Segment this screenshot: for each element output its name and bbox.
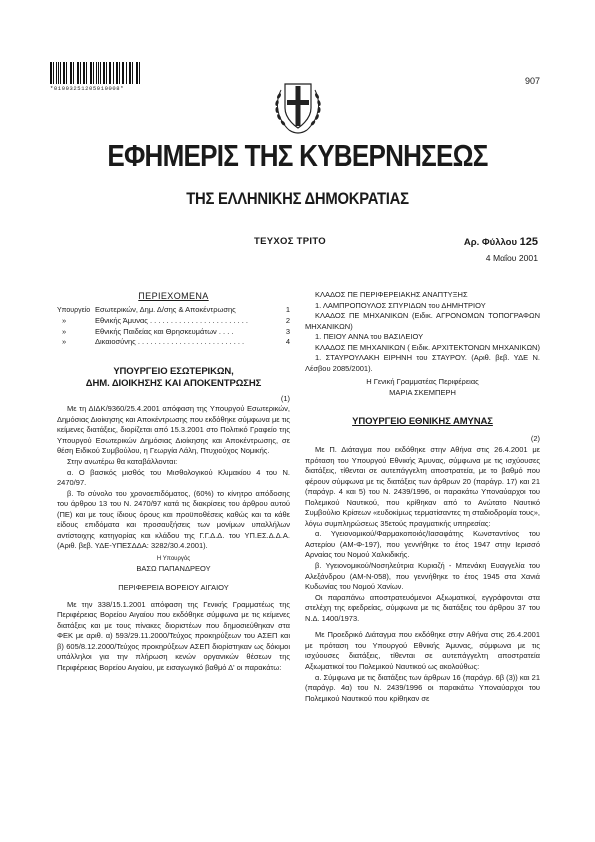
- barcode-text: *01003251205010008*: [50, 85, 125, 92]
- toc-item-name: Εσωτερικών, Δημ. Δ/σης & Αποκέντρωσης: [95, 304, 236, 314]
- greek-coat-of-arms-icon: [271, 72, 325, 138]
- paragraph: α. Σύμφωνα με τις διατάξεις των άρθρων 16 (παράγρ. 6β (3)) και 21 (παράγρ. 4α) του Ν. 2439/1996 οι παρακάτω Υποναύαρχοι του Πολεμικού Ναυτικού που κρίθηκαν σε: [305, 672, 540, 703]
- paragraph: Με την 338/15.1.2001 απόφαση της Γενικής Γραμματέως της Περιφέρειας Βορείου Αιγαίου που εκδόθηκε σύμφωνα με τις κείμενες διατάξεις και με τους πίνακες διοριστέων που δημοσιεύθηκαν στα ΦΕΚ με αριθ. α) 593/29.11.2000/Τεύχος προκηρύξεων του ΑΣΕΠ και β) 605/8.12.2000/Τεύχος προκηρύξεων ΑΣΕΠ διορίστηκαν ως δόκιμοι υπάλληλοι για την πλήρωση κενών οργανικών θέσεων της Περιφέρειας Βορείου Αιγαίου, με εισαγωγικό βαθμό Δ' οι παρακάτω:: [57, 599, 290, 672]
- signer-name: ΒΑΣΩ ΠΑΠΑΝΔΡΕΟΥ: [136, 564, 211, 574]
- left-column: [57, 285, 290, 673]
- barcode-bar: [80, 62, 81, 84]
- toc-item-name: Εθνικής Άμυνας . . . . . . . . . . . . . . . . . . . . . . . .: [95, 316, 248, 326]
- barcode-bar: [137, 62, 138, 84]
- right-column: [305, 290, 540, 704]
- toc-item[interactable]: [57, 316, 290, 327]
- barcode-bar: [73, 62, 74, 84]
- issue-type: ΤΕΥΧΟΣ ΤΡΙΤΟ: [254, 236, 326, 247]
- paragraph: Οι παραπάνω αποστρατευόμενοι Αξιωματικοί, εγγράφονται στα στελέχη της εφεδρείας, σύμφωνα με τις διατάξεις του άρθρου 37 του Ν.Δ. 1400/1973.: [305, 592, 540, 623]
- paragraph: Με τη ΔΙΔΚ/9360/25.4.2001 απόφαση της Υπουργού Εσωτερικών, Δημόσιας Διοίκησης και Αποκέντρωσης που εκδόθηκε σύμφωνα με τις κείμενες διατάξεις, διορίζεται από 15.3.2001 στο Πολιτικό Γραφείο της Υπουργού Εσωτερικών Δημόσιας Διοίκησης και Αποκέντρωσης, σε θέση Ειδικού Συμβούλου, η Γεωργία Λάλη, Πτυχιούχος Νομικής.: [57, 404, 290, 456]
- appointment-line: ΚΛΑΔΟΣ ΠΕ ΜΗΧΑΝΙΚΩΝ (Ειδικ. ΑΓΡΟΝΟΜΩΝ ΤΟΠΟΓΡΑΦΩΝ ΜΗΧΑΝΙΚΩΝ): [305, 311, 540, 331]
- toc-item-bullet: »: [62, 326, 67, 336]
- sheet-label: Αρ. Φύλλου: [463, 237, 517, 248]
- sheet-number: [464, 236, 538, 248]
- toc-item-page: 1: [285, 304, 290, 314]
- barcode-bar: [110, 62, 111, 84]
- signer-label: Η Υπουργός: [156, 555, 191, 562]
- issue-date: 4 Μαΐου 2001: [485, 253, 538, 263]
- toc-item-bullet: »: [62, 316, 67, 326]
- barcode-bar: [58, 62, 59, 84]
- paragraph: Με Π. Διάταγμα που εκδόθηκε στην Αθήνα στις 26.4.2001 με πρόταση του Υπουργού Εθνικής Άμυνας, σύμφωνα με τις ισχύουσες διατάξεις, τίθενται σε αυτεπάγγελτη αποστρατεία, με το βαθμό που φέρουν σύμφωνα με τις διατάξεις των άρθρων 20 (παράγρ. 17) και 21 (παράγρ. 4 και 5) του Ν. 2439/1996, οι παρακάτω Υποναύαρχοι του Πολεμικού Ναυτικού, που κρίθηκαν από το Ανώτατο Ναυτικό Συμβούλιο Κρίσεων «ευδοκίμως τερματίσαντες τη σταδιοδρομία τους», λόγω συμπληρώσεως 35ετούς πραγματικής υπηρεσίας:: [305, 445, 540, 528]
- toc-item[interactable]: [57, 327, 290, 338]
- appointment-line: 1. ΣΤΑΥΡΟΥΛΑΚΗ ΕΙΡΗΝΗ του ΣΤΑΥΡΟΥ. (Αριθ. βεβ. ΥΔΕ Ν. Λέσβου 2085/2001).: [305, 353, 540, 373]
- appointment-line: ΚΛΑΔΟΣ ΠΕ ΜΗΧΑΝΙΚΩΝ ( Ειδικ. ΑΡΧΙΤΕΚΤΟΝΩΝ ΜΗΧΑΝΙΚΩΝ): [315, 342, 540, 352]
- barcode-bar: [86, 62, 87, 84]
- barcode-bar: [106, 62, 107, 84]
- toc-item[interactable]: [57, 305, 290, 317]
- decision-ref-2: (2): [530, 434, 540, 444]
- gazette-subtitle: ΤΗΣ ΕΛΛΗΝΙΚΗΣ ΔΗΜΟΚΡΑΤΙΑΣ: [186, 190, 409, 208]
- toc-item-page: 3: [285, 326, 290, 336]
- toc-item-name: Δικαιοσύνης . . . . . . . . . . . . . . . . . . . . . . . . . .: [95, 337, 245, 347]
- toc-item-bullet: »: [62, 337, 67, 347]
- barcode-bars: [50, 62, 142, 84]
- appointment-line: 1. ΛΑΜΠΡΟΠΟΥΛΟΣ ΣΠΥΡΙΔΩΝ του ΔΗΜΗΤΡΙΟΥ: [315, 300, 486, 310]
- barcode-bar: [132, 62, 133, 84]
- decision-ref-1: (1): [280, 393, 290, 403]
- barcode-bar: [66, 62, 67, 84]
- region-heading: ΠΕΡΙΦΕΡΕΙΑ ΒΟΡΕΙΟΥ ΑΙΓΑΙΟΥ: [118, 583, 229, 593]
- gazette-title: ΕΦΗΜΕΡΙΣ ΤΗΣ ΚΥΒΕΡΝΗΣΕΩΣ: [107, 138, 488, 173]
- paragraph: β. Υγειονομικού/Νοσηλεύτρια Κυριαζή - Μπενάκη Ευαγγελία του Αλεξάνδρου (ΑΜ-Ν-058), που γεννήθηκε το έτος 1945 στα Χανιά Κυδωνίας του Νομού Χανίων.: [305, 561, 540, 592]
- toc-item-page: 2: [285, 316, 290, 326]
- signer-label: Η Γενική Γραμματέας Περιφέρειας: [366, 377, 479, 387]
- signer-name: ΜΑΡΙΑ ΣΚΕΜΠΕΡΗ: [389, 387, 456, 397]
- toc-item-page: 4: [285, 337, 290, 347]
- ministry-heading-defence: ΥΠΟΥΡΓΕΙΟ ΕΘΝΙΚΗΣ ΑΜΥΝΑΣ: [352, 416, 493, 428]
- paragraph: Με Προεδρικό Διάταγμα που εκδόθηκε στην Αθήνα στις 26.4.2001 με πρόταση του Υπουργού Εθνικής Άμυνας, σύμφωνα με τις ισχύουσες διατάξεις, τίθενται σε αυτεπάγγελτη αποστρατεία Αξιωματικοί του Πολεμικού Ναυτικού ως ακολούθως:: [305, 630, 540, 671]
- toc-list: [57, 305, 290, 348]
- toc-item-name: Εθνικής Παιδείας και Θρησκευμάτων . . . .: [95, 326, 234, 336]
- appointment-line: ΚΛΑΔΟΣ ΠΕ ΠΕΡΙΦΕΡΕΙΑΚΗΣ ΑΝΑΠΤΥΞΗΣ: [315, 290, 468, 299]
- barcode-bar: [117, 62, 118, 84]
- paragraph: α. Υγειονομικού/Φαρμακοποιός/Ιασαφάτης Κωνσταντίνος του Αστερίου (ΑΜ-Φ-197), που γεννήθηκε το έτος 1947 στην Ιερισσό Αρναίας του Νομού Χαλκιδικής.: [305, 529, 540, 560]
- barcode-bar: [126, 62, 127, 84]
- barcode: [50, 62, 142, 92]
- appointment-line: 1. ΠΕΙΟΥ ΑΝΝΑ του ΒΑΣΙΛΕΙΟΥ: [315, 332, 424, 342]
- barcode-bar: [100, 62, 101, 84]
- page-number: 907: [524, 76, 540, 86]
- sheet-number-value: 125: [519, 236, 538, 248]
- paragraph: β. Το σύνολο του χρονοεπιδόματος, (60%) το κίνητρο απόδοσης του άρθρου 13 του Ν. 2470/97 κατά τις διακρίσεις του άρθρου αυτού (ΠΕ) και με τους ίδιους όρους και προϋποθέσεις καθώς και τα κάθε είδους επιδόματα και προσαυξήσεις των μονίμων υπαλλήλων αντίστοιχης κατηγορίας και κλάδου της Γ.Γ.Δ.Δ. του ΥΠ.ΕΣ.Δ.Δ.Α. (Αριθ. βεβ. ΥΔΕ-ΥΠΕΣΔΔΑ: 3282/30.4.2001).: [57, 488, 290, 551]
- toc-item[interactable]: [57, 337, 290, 348]
- barcode-bar: [123, 62, 124, 84]
- paragraph: Στην ανωτέρω θα καταβάλλονται:: [67, 457, 178, 467]
- ministry-heading-interior: ΥΠΟΥΡΓΕΙΟ ΕΣΩΤΕΡΙΚΩΝ, ΔΗΜ. ΔΙΟΙΚΗΣΗΣ ΚΑΙ ΑΠΟΚΕΝΤΡΩΣΗΣ: [85, 365, 262, 389]
- toc-title: ΠΕΡΙΕΧΟΜΕΝΑ: [138, 291, 209, 301]
- toc-ministry-label: Υπουργείο: [57, 306, 91, 314]
- paragraph: α. Ο βασικός μισθός του Μισθολογικού Κλιμακίου 4 του Ν. 2470/97.: [57, 467, 290, 488]
